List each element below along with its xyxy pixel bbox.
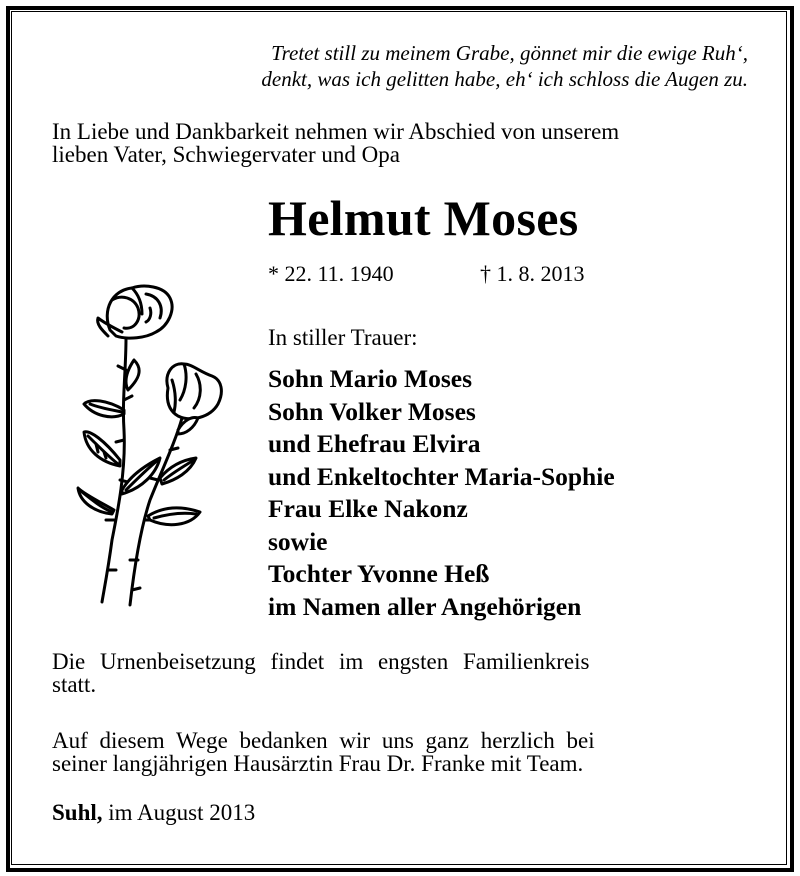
burial-notice xyxy=(52,650,748,696)
mourner-name: und Ehefrau Elvira xyxy=(268,429,481,458)
mourner-list xyxy=(268,363,615,623)
intro-line-1: In Liebe und Dankbarkeit nehmen wir Abschied von unserem xyxy=(52,119,620,144)
poem-line-2: denkt, was ich gelitten habe, eh‘ ich schloss die Augen zu. xyxy=(261,67,748,91)
mourner-name: Frau Elke Nakonz xyxy=(268,494,468,523)
thanks-line-1: Auf diesem Wege bedanken wir uns ganz herzlich bei xyxy=(52,728,595,753)
burial-line-2: statt. xyxy=(52,672,97,697)
mourning-heading: In stiller Trauer: xyxy=(268,325,418,350)
date: im August 2013 xyxy=(102,800,256,825)
place: Suhl, xyxy=(52,800,103,825)
death-date: † 1. 8. 2013 xyxy=(480,261,585,286)
mourner-name: Sohn Volker Moses xyxy=(268,396,476,426)
poem-line-1: Tretet still zu meinem Grabe, gönnet mir die ewige Ruh‘, xyxy=(271,41,748,65)
deceased-name: Helmut Moses xyxy=(268,190,579,246)
rose-illustration-icon xyxy=(72,280,232,610)
thanks-notice xyxy=(52,729,748,775)
thanks-line-2: seiner langjährigen Hausärztin Frau Dr. Franke mit Team. xyxy=(52,751,584,776)
mourner-name: sowie xyxy=(268,526,328,556)
intro-line-2: lieben Vater, Schwiegervater und Opa xyxy=(52,142,400,167)
burial-line-1: Die Urnenbeisetzung findet im engsten Familienkreis xyxy=(52,649,590,674)
intro-text xyxy=(52,120,752,166)
poem xyxy=(261,40,748,92)
mourner-name: im Namen aller Angehörigen xyxy=(268,591,582,621)
place-date xyxy=(52,800,255,826)
mourner-name: Tochter Yvonne Heß xyxy=(268,559,490,588)
mourner-name: und Enkeltochter Maria-Sophie xyxy=(268,461,615,491)
birth-date: * 22. 11. 1940 xyxy=(268,261,394,286)
mourner-name: Sohn Mario Moses xyxy=(268,364,472,393)
